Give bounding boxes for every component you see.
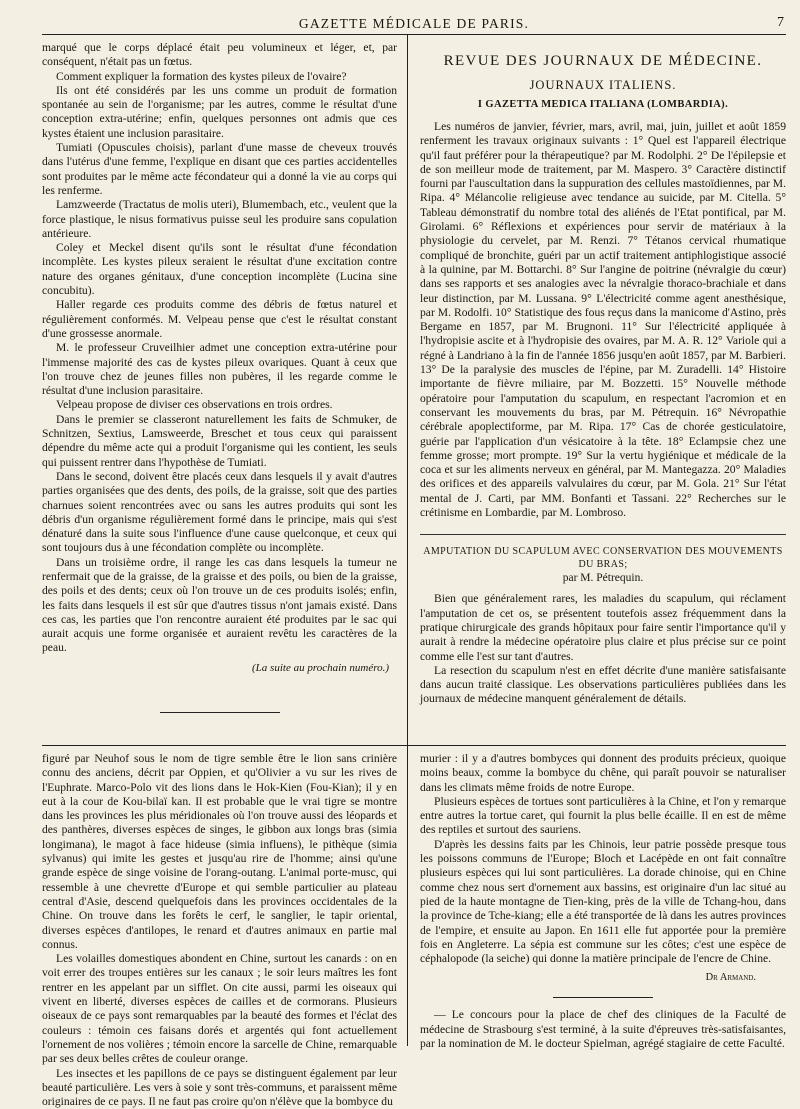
page-number: 7 bbox=[777, 15, 784, 30]
paragraph: Ils ont été considérés par les uns comme un produit de formation spontanée au sein de l'organisme; par les autres, comme le résultat d'une conception extra-utérine; enfin, quelques personnes ont admis que ces kystes étaient une inclusion parasitaire. bbox=[42, 83, 397, 140]
paragraph: marqué que le corps déplacé était peu volumineux et léger, et, par conséquent, n'était pas un fœtus. bbox=[42, 41, 397, 69]
paragraph: La resection du scapulum n'est en effet décrite d'une manière satisfaisante dans aucun traité classique. Les observations particulières publiées dans les journaux de médecine manquent généralement de détails. bbox=[420, 663, 786, 706]
paragraph: M. le professeur Cruveilhier admet une conception extra-utérine pour l'immense majorité des cas de kystes pileux ovariques. Quant à ceux que l'on trouve chez de jeunes filles non pubères, il les regarde comme le résultat d'une inclusion parasitaire. bbox=[42, 341, 397, 398]
paragraph: Comment expliquer la formation des kystes pileux de l'ovaire? bbox=[56, 69, 347, 83]
article-title: AMPUTATION DU SCAPULUM AVEC CONSERVATION DES MOUVEMENTS DU BRAS; bbox=[423, 546, 783, 571]
lower-right-column bbox=[408, 746, 786, 1051]
section-divider bbox=[553, 997, 653, 998]
paragraph: Bien que généralement rares, les maladies du scapulum, qui réclament l'amputation de cet os, se présentent toutefois assez fréquemment dans la pratique chirurgicale des grands hôpitaux pour faire sentir l'importance qu'il y aurait à rendre la médecine opératoire plus claire et plus précise sur ce point comme elle l'est sur tant d'autres. bbox=[420, 592, 786, 663]
upper-left-column bbox=[42, 35, 408, 745]
paragraph: figuré par Neuhof sous le nom de tigre semble être le lion sans crinière connu des anciens, décrit par Oppien, et qu'Olivier a vu sur les rives de l'Euphrate. Marco-Polo vit des lions dans le Hok-Kien (Fou-Kian); il y en eut à la cour de Kou-bilaï kan. Il est probable que le vrai tigre se montre dans les provinces les plus méridionales où l'on trouve aussi des léopards et des panthères, diverses espèces de singes, le gibbon aux longs bras (simia longimana), le magot à face hideuse (simia influens), le pithèque (simia sylvanus) qui imite les gestes et jusqu'au rire de l'homme; ainsi qu'une grande espèce de singe voisine de l'orang-outang. L'animal porte-musc, qui ressemble à une chevrette d'Europe et qui semble particulier au plateau central d'Asie, descend quelquefois dans les provinces occidentales de la Chine. On trouve dans les forêts le cerf, le sanglier, le tapir oriental, diverses espèces d'antilopes, le renard et d'autres animaux en partie mal connus. bbox=[42, 752, 397, 951]
section-divider bbox=[160, 712, 280, 713]
page-header bbox=[42, 12, 786, 35]
paragraph: Les volailles domestiques abondent en Chine, surtout les canards : on en voit errer des troupes entières sur les canaux ; le soir leurs maîtres les font rentrer en les appelant par un sifflet. On cite aussi, parmi les oiseaux qui vivent en liberté, diverses espèces de cailles et de cormorans. Plusieurs oiseaux de ce pays sont remarquables par la beauté des formes et l'éclat des couleurs : témoin ces faisans dorés et argentés qui font actuellement l'ornement de nos volières ; témoin encore la sarcelle de Chine, remarquable par ses deux belles crêtes de couleur orange. bbox=[42, 952, 397, 1066]
notice-paragraph: — Le concours pour la place de chef des cliniques de la Faculté de médecine de Strasbourg s'est terminé, à la suite d'épreuves très-satisfaisantes, par la nomination de M. le docteur Spielman, agrégé stagiaire de cette Faculté. bbox=[420, 1008, 786, 1051]
paragraph: Velpeau propose de diviser ces observations en trois ordres. bbox=[56, 398, 333, 412]
paragraph: murier : il y a d'autres bombyces qui donnent des produits précieux, quoique moins beaux, comme la bombyce du chêne, qui paraît pouvoir se naturaliser dans les climats même froids de notre Europe. bbox=[420, 752, 786, 794]
lower-section bbox=[42, 746, 786, 1109]
paragraph: Lamzweerde (Tractatus de molis uteri), Blumembach, etc., veulent que la force plastique, le nisus formativus puisse seul les produire sans copulation antérieure. bbox=[42, 198, 397, 240]
paragraph: Dans le premier se classeront naturellement les faits de Schmuker, de Schnitzen, Sextius, Lamsweerde, Breschet et tous ceux qui paraissent dépendre du même acte qui a produit l'organisme qui les contient, les seuls qui puissent rentrer dans l'hypothèse de Tumiati. bbox=[42, 412, 397, 469]
section-title: REVUE DES JOURNAUX DE MÉDECINE. bbox=[443, 53, 763, 69]
article-divider bbox=[420, 534, 786, 535]
author-signature: Dr Armand. bbox=[705, 972, 756, 984]
paragraph: Les insectes et les papillons de ce pays se distinguent également par leur beauté particulière. Les vers à soie y sont très-communs, et paraissent même originaires de ce pays. Il ne faut pas croire qu'on n'élève que la bombyce du bbox=[42, 1066, 397, 1109]
article-author: par M. Pétrequin. bbox=[562, 572, 644, 585]
upper-section bbox=[42, 35, 786, 746]
paragraph: Dans le second, doivent être placés ceux dans lesquels il y avait d'autres parties organisées que des dents, des poils, de la graisse, soit que des parties charnues soient rencontrées avec ou sans les autres produits qui sont les débris d'un organisme régulièrement formé dans le principe, mais qui s'est dénaturé dans la suite sous l'influence d'une cause quelconque, et ceux qui sont toujours dus à une fécondation complète ou incomplète. bbox=[42, 469, 397, 555]
paragraph: Dans un troisième ordre, il range les cas dans lesquels la tumeur ne renfermait que de la graisse, de la graisse et des poils, ou bien de la graisse, des poils et des dents; ceux où l'on trouve un de ces produits isolés; enfin, les faits dans lesquels il est sûr que d'autres tissus n'ont jamais existé. Dans ces cas, les parties que l'on rencontre auraient été produites par le sac qui aurait acquis une forme organisée et auraient revêtu les caractères de la peau. bbox=[42, 555, 397, 655]
journal-title: I GAZETTA MEDICA ITALIANA (LOMBARDIA). bbox=[477, 99, 729, 110]
paragraph: Plusieurs espèces de tortues sont particulières à la Chine, et l'on y remarque entre autres la tortue caret, qui fournit la plus belle écaille. Il en est de même des reptiles et surtout des sauriens. bbox=[420, 794, 786, 837]
paragraph: D'après les dessins faits par les Chinois, leur patrie possède presque tous les poissons communs de l'Europe; Bloch et Lacépède en ont fait connaître plusieurs espèces qui lui sont particulières. La dorade chinoise, qui en Chine comme chez nous sert d'ornement aux bassins, est originaire d'un lac situé au pied de la haute montagne de Tien-king, près de la ville de Tchang-hou, dans la province de Tche-kiang; elle a été transportée de là dans les autres provinces de l'empire, et ensuite au Japon. En 1611 elle fut apportée pour la première fois en Angleterre. La sépia est commune sur les côtes; c'est une espèce de céphalopode (la seiche) qui donne la matière principale de l'encre de Chine. bbox=[420, 837, 786, 966]
paragraph: Haller regarde ces produits comme des débris de fœtus naturel et régulièrement conformés. M. Velpeau pense que c'est le résultat constant d'une grossesse anormale. bbox=[42, 298, 397, 340]
subsection-title: JOURNAUX ITALIENS. bbox=[529, 78, 677, 92]
upper-right-column bbox=[408, 35, 786, 745]
masthead-title: GAZETTE MÉDICALE DE PARIS. bbox=[298, 16, 530, 31]
continuation-note: (La suite au prochain numéro.) bbox=[252, 661, 389, 674]
journal-contents: Les numéros de janvier, février, mars, avril, mai, juin, juillet et août 1859 renferment les travaux originaux suivants : 1° Quel est l'appareil électrique qu'il faut préférer pour la thérapeutique? par M. Rodolphi. 2° De l'épilepsie et de son meilleur mode de traitement, par M. Maspero. 3° Caractère distinctif fourni par l'auscultation dans la suppuration des cellules mastoïdiennes, par M. Ripa. 4° Mélancolie religieuse avec tendance au suicide, par M. Citella. 5° Tableau démonstratif du nombre total des aliénés de l'Etat pontifical, par M. Girolami. 6° Réflexions et expériences pour servir de matériaux à la physiologie du cervelet, par M. Renzi. 7° Tétanos cervical rhumatique compliqué de bronchite, guéri par un actif traitement antiphlogistique associé à la quinine, par M. Bottarchi. 8° Sur l'angine de poitrine (névralgie du cœur) dans ses rapports et ses analogies avec la névralgie thoraco-brachiale et dans leur distinction, par M. Lussana. 9° L'électricité comme agent anesthésique, par M. Rodolfi. 10° Statistique des fous reçus dans la manicome d'Astino, près Bergame en 1857, par M. Brugnoni. 11° Sur l'électricité appliquée à l'hydropisie ascite et à l'hydropisie des ovaires, par M. A. R. 12° Variole qui a régné à Landriano à la fin de l'année 1856 jusqu'en août 1857, par M. Barbieri. 13° De la paralysie des muscles de l'épine, par M. Zuradelli. 14° Histoire importante de fièvre miliaire, par M. Bozzetti. 15° Nouvelle méthode opératoire pour l'amputation du scapulum, en respectant l'acromion et en conservant les mouvements du bras, par M. Pétrequin. 16° Névropathie cérébrale apoplectiforme, par M. Ripa. 17° Cas de chorée gesticulatoire, guérie par l'application d'un vésicatoire à la tête. 18° Eclampsie chez une femme grosse; mort prompte. 19° Sur la vertu hygiénique et médicale de la coca et sur les aliments nerveux en général, par M. Mantegazza. 20° Maladies des orifices et des appareils valvulaires du cœur, par M. Gola. 21° Sur l'état mental de J. Carti, par MM. Bonfanti et Tassani. 22° Recherches sur le crétinisme en Lombardie, par M. Lombroso. bbox=[420, 120, 786, 520]
paragraph: Tumiati (Opuscules choisis), parlant d'une masse de cheveux trouvés dans l'utérus d'une femme, l'explique en disant que ces parties accidentelles sont produites par le même acte fécondateur qui a donné la vie au corps qui les renferme. bbox=[42, 141, 397, 197]
lower-left-column bbox=[42, 746, 408, 1109]
paragraph: Coley et Meckel disent qu'ils sont le résultat d'une fécondation incomplète. Les kystes pileux seraient le résultat d'une excitation contre nature des organes génitaux, d'une conception incomplète (Lucina sine concubitu). bbox=[42, 241, 397, 298]
